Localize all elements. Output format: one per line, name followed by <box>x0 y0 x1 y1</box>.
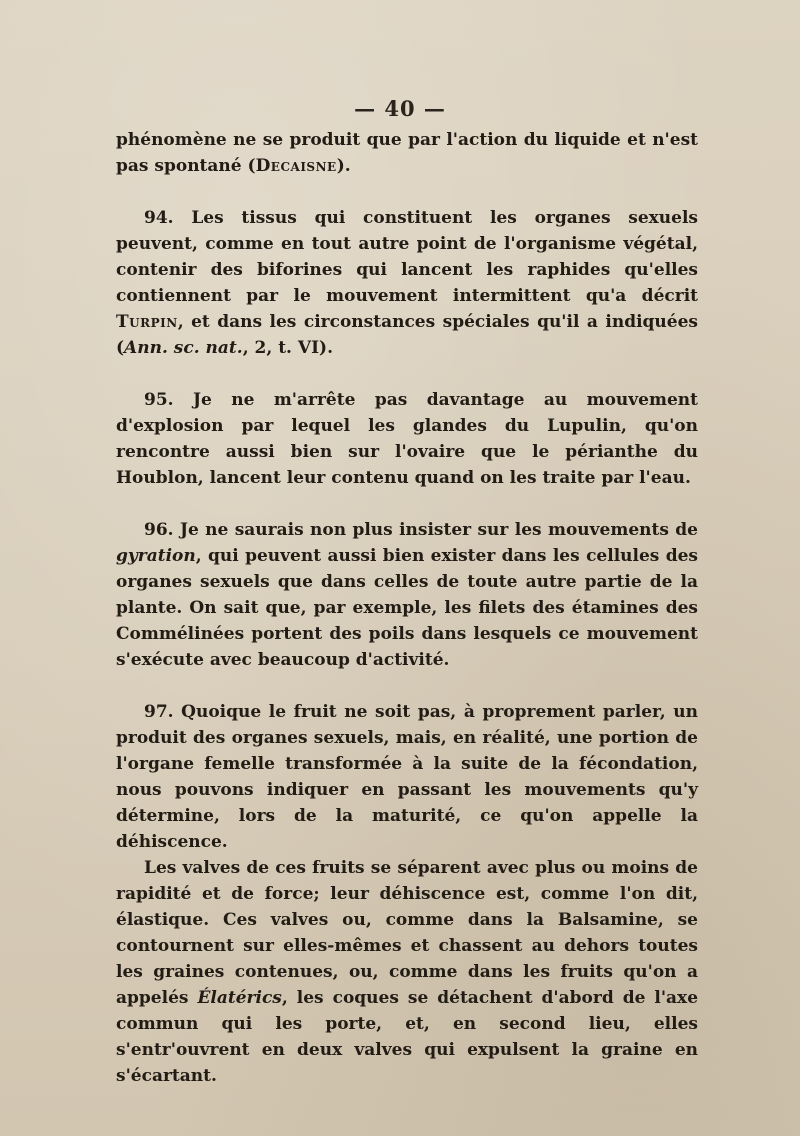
term-elaterics: Élatérics <box>197 988 282 1008</box>
paragraph-94-text-c: , 2, t. VI). <box>242 338 333 358</box>
author-name-decaisne: Decaisne <box>255 156 337 176</box>
paragraph-intro-text-a: phénomène ne se produit que par l'action du liquide et n'est pas spontané ( <box>116 130 698 176</box>
paragraph-96-text-a: 96. Je ne saurais non plus insister sur les mouvements de <box>144 520 698 540</box>
paragraph-95: 95. Je ne m'arrête pas davantage au mouvement d'explosion par lequel les glandes du Lupulin, qu'on rencontre aussi bien sur l'ovaire que le périanthe du Houblon, lancent leur contenu quand on les traite par l'eau. <box>116 390 698 488</box>
paragraph-94-text-a: 94. Les tissus qui constituent les organes sexuels peuvent, comme en tout autre point de l'organisme végétal, contenir des biforines qui lancent les raphides qu'elles contiennent par le mouvement intermittent qu'a décrit <box>116 208 698 306</box>
paragraph-97-continued <box>116 855 698 1089</box>
paragraph-97b-text-a: Les valves de ces fruits se séparent avec plus ou moins de rapidité et de force; leur déhiscence est, comme l'on dit, élastique. Ces valves ou, comme dans la Balsamine, se contournent sur elles-mêmes et chassent au dehors toutes les graines contenues, ou, comme dans les fruits qu'on a appelés <box>116 858 698 1008</box>
paragraph-intro-text-b: ). <box>336 156 351 176</box>
paragraph-97: 97. Quoique le fruit ne soit pas, à proprement parler, un produit des organes sexuels, mais, en réalité, une portion de l'organe femelle transformée à la suite de la fécondation, nous pouvons indiquer en passant les mouvements qu'y détermine, lors de la maturité, ce qu'on appelle la déhiscence. <box>116 702 698 852</box>
reference-citation: Ann. sc. nat. <box>124 338 243 358</box>
body-text <box>116 127 698 1089</box>
paragraph-96-text-b: , qui peuvent aussi bien exister dans les cellules des organes sexuels que dans celles de toute autre partie de la plante. On sait que, par exemple, les filets des étamines des Commélinées portent des poils dans lesquels ce mouvement s'exécute avec beaucoup d'activité. <box>116 546 698 670</box>
paragraph-96 <box>116 517 698 673</box>
term-gyration: gyration <box>116 546 196 566</box>
paragraph-intro <box>116 127 698 179</box>
paragraph-94 <box>116 205 698 361</box>
page-number: — 40 — <box>354 96 446 121</box>
paragraph-94-text-b: , et dans les circonstances spéciales qu'il a indiquées ( <box>116 312 698 358</box>
paragraph-97b-text-b: , les coques se détachent d'abord de l'axe commun qui les porte, et, en second lieu, elles s'entr'ouvrent en deux valves qui expulsent la graine en s'écartant. <box>116 988 699 1086</box>
author-name-turpin: Turpin <box>116 312 178 332</box>
